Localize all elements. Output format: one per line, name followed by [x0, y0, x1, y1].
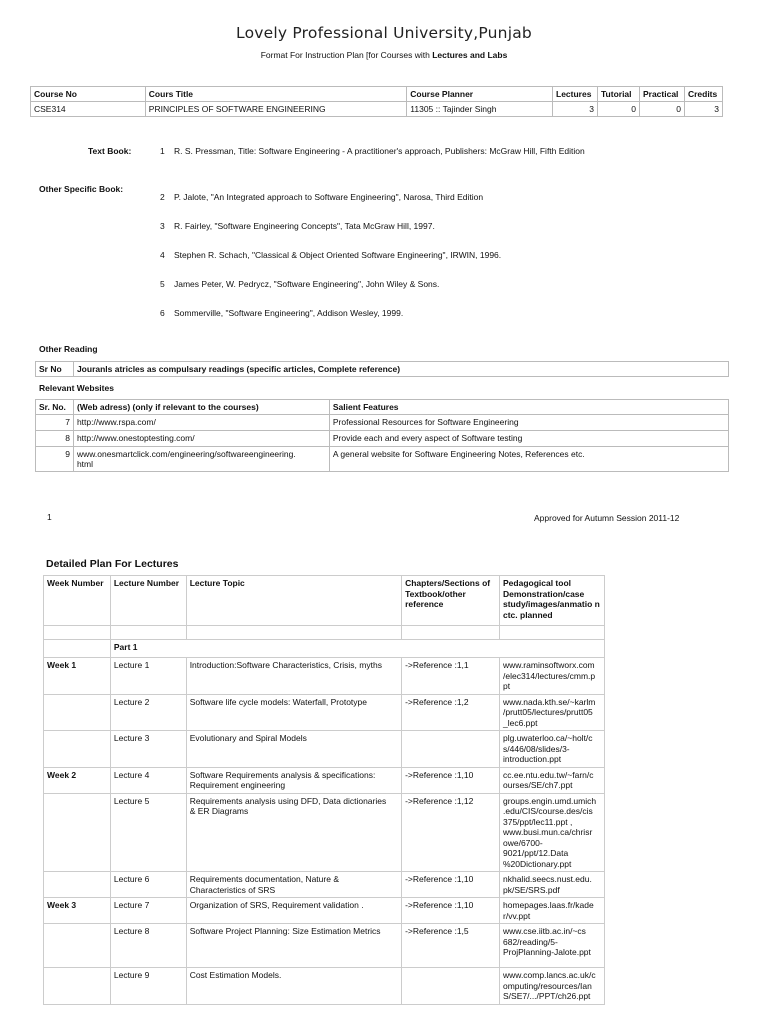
week-label	[44, 694, 111, 731]
pedagogical-tool: www.cse.iitb.ac.in/~cs 682/reading/5- ProjPlanning-Jalote.ppt	[500, 924, 605, 968]
part-label: Part 1	[110, 640, 604, 658]
website-feature: A general website for Software Engineering Notes, References etc.	[329, 447, 728, 472]
course-title: PRINCIPLES OF SOFTWARE ENGINEERING	[145, 102, 406, 117]
lecture-number: Lecture 6	[110, 872, 186, 898]
lecture-reference: ->Reference :1,10	[402, 898, 500, 924]
plan-row	[44, 872, 605, 898]
header-lectures: Lectures	[553, 87, 598, 102]
page-number: 1	[47, 512, 52, 522]
website-feature: Provide each and every aspect of Software testing	[329, 431, 728, 447]
book-text-4: Stephen R. Schach, "Classical & Object Oriented Software Engineering", IRWIN, 1996.	[174, 250, 502, 260]
week-label	[44, 872, 111, 898]
lecture-number: Lecture 2	[110, 694, 186, 731]
subtitle-bold-text: Lectures and Labs	[432, 50, 508, 60]
lecture-topic: Introduction:Software Characteristics, Crisis, myths	[186, 658, 401, 695]
other-reading-header-row	[36, 362, 729, 377]
other-reading-table	[35, 361, 729, 377]
book-num-3: 3	[160, 221, 165, 231]
plan-row	[44, 968, 605, 1005]
websites-table	[35, 399, 729, 472]
header-tutorial: Tutorial	[597, 87, 639, 102]
book-num-5: 5	[160, 279, 165, 289]
pedagogical-tool: cc.ee.ntu.edu.tw/~farn/c ourses/SE/ch7.ppt	[500, 767, 605, 793]
course-no: CSE314	[31, 102, 146, 117]
plan-header-topic: Lecture Topic	[186, 576, 401, 626]
pedagogical-tool: groups.engin.umd.umich .edu/CIS/course.des/cis 375/ppt/lec11.ppt , www.busi.mun.ca/chrisr owe/6700- 9021/ppt/12.Data %20Dictionary.ppt	[500, 793, 605, 872]
lecture-reference: ->Reference :1,10	[402, 767, 500, 793]
website-url[interactable]: http://www.rspa.com/	[73, 415, 329, 431]
plan-header-reference: Chapters/Sections of Textbook/other reference	[402, 576, 500, 626]
text-book-num-1: 1	[160, 146, 165, 156]
plan-row	[44, 694, 605, 731]
website-feature: Professional Resources for Software Engineering	[329, 415, 728, 431]
week-label	[44, 731, 111, 768]
websites-header-row	[36, 400, 729, 415]
lecture-reference: ->Reference :1,5	[402, 924, 500, 968]
header-credits: Credits	[684, 87, 722, 102]
header-practical: Practical	[639, 87, 684, 102]
book-text-3: R. Fairley, "Software Engineering Concepts", Tata McGraw Hill, 1997.	[174, 221, 435, 231]
plan-row	[44, 731, 605, 768]
lecture-reference: ->Reference :1,10	[402, 872, 500, 898]
lecture-number: Lecture 1	[110, 658, 186, 695]
website-sr: 7	[36, 415, 74, 431]
lecture-topic: Evolutionary and Spiral Models	[186, 731, 401, 768]
book-num-6: 6	[160, 308, 165, 318]
lecture-topic: Software Requirements analysis & specifications: Requirement engineering	[186, 767, 401, 793]
part-row	[44, 640, 605, 658]
plan-spacer-row	[44, 626, 605, 640]
websites-header-sr: Sr. No.	[36, 400, 74, 415]
plan-row	[44, 767, 605, 793]
lecture-number: Lecture 4	[110, 767, 186, 793]
plan-header-tool: Pedagogical tool Demonstration/case study/images/anmatio n ctc. planned	[500, 576, 605, 626]
pedagogical-tool: www.comp.lancs.ac.uk/c omputing/resources/Ian S/SE7/.../PPT/ch26.ppt	[500, 968, 605, 1005]
course-planner: 11305 :: Tajinder Singh	[407, 102, 553, 117]
lecture-number: Lecture 3	[110, 731, 186, 768]
reading-header-sr: Sr No	[36, 362, 74, 377]
credits-value: 3	[684, 102, 722, 117]
plan-row	[44, 898, 605, 924]
lectures-value: 3	[553, 102, 598, 117]
text-book-label: Text Book:	[88, 146, 132, 156]
plan-row	[44, 924, 605, 968]
university-title: Lovely Professional University,Punjab	[236, 24, 532, 42]
lecture-reference	[402, 968, 500, 1005]
course-header-row	[31, 87, 723, 102]
plan-header-lecture: Lecture Number	[110, 576, 186, 626]
other-reading-label: Other Reading	[39, 344, 98, 354]
header-course-title: Cours Title	[145, 87, 406, 102]
week-label: Week 1	[44, 658, 111, 695]
pedagogical-tool: www.raminsoftworx.com /elec314/lectures/cmm.p pt	[500, 658, 605, 695]
header-course-no: Course No	[31, 87, 146, 102]
website-sr: 8	[36, 431, 74, 447]
lecture-plan-table	[43, 575, 605, 1005]
practical-value: 0	[639, 102, 684, 117]
pedagogical-tool: plg.uwaterloo.ca/~holt/c s/446/08/slides/3- introduction.ppt	[500, 731, 605, 768]
text-book-text-1: R. S. Pressman, Title: Software Engineering - A practitioner's approach, Publishers: McGraw Hill, Fifth Edition	[174, 146, 585, 156]
plan-row	[44, 793, 605, 872]
course-table	[30, 86, 723, 117]
lecture-topic: Software life cycle models: Waterfall, Prototype	[186, 694, 401, 731]
book-text-2: P. Jalote, "An Integrated approach to Software Engineering", Narosa, Third Edition	[174, 192, 484, 202]
lecture-reference: ->Reference :1,12	[402, 793, 500, 872]
website-url[interactable]: www.onesmartclick.com/engineering/softwareengineering. html	[73, 447, 329, 472]
week-label	[44, 968, 111, 1005]
plan-header-row	[44, 576, 605, 626]
lecture-reference: ->Reference :1,1	[402, 658, 500, 695]
website-sr: 9	[36, 447, 74, 472]
lecture-reference	[402, 731, 500, 768]
week-label	[44, 793, 111, 872]
lecture-topic: Software Project Planning: Size Estimation Metrics	[186, 924, 401, 968]
plan-title: Detailed Plan For Lectures	[46, 558, 179, 570]
lecture-number: Lecture 5	[110, 793, 186, 872]
website-row	[36, 447, 729, 472]
pedagogical-tool: homepages.laas.fr/kade r/vv.ppt	[500, 898, 605, 924]
websites-label: Relevant Websites	[39, 383, 114, 393]
websites-header-features: Salient Features	[329, 400, 728, 415]
plan-row	[44, 658, 605, 695]
subtitle-text: Format For Instruction Plan [for Courses with	[260, 50, 433, 60]
lecture-topic: Requirements documentation, Nature & Characteristics of SRS	[186, 872, 401, 898]
lecture-number: Lecture 9	[110, 968, 186, 1005]
website-row	[36, 431, 729, 447]
book-num-2: 2	[160, 192, 165, 202]
reading-header-journals: Jouranls atricles as compulsary readings (specific articles, Complete reference)	[73, 362, 728, 377]
book-num-4: 4	[160, 250, 165, 260]
pedagogical-tool: nkhalid.seecs.nust.edu. pk/SE/SRS.pdf	[500, 872, 605, 898]
tutorial-value: 0	[597, 102, 639, 117]
course-data-row	[31, 102, 723, 117]
website-row	[36, 415, 729, 431]
format-subtitle	[0, 50, 768, 60]
lecture-number: Lecture 8	[110, 924, 186, 968]
week-label	[44, 924, 111, 968]
lecture-topic: Organization of SRS, Requirement validation .	[186, 898, 401, 924]
approved-session: Approved for Autumn Session 2011-12	[534, 513, 680, 523]
book-text-6: Sommerville, "Software Engineering", Addison Wesley, 1999.	[174, 308, 404, 318]
lecture-number: Lecture 7	[110, 898, 186, 924]
other-books-label: Other Specific Book:	[39, 184, 124, 194]
lecture-topic: Requirements analysis using DFD, Data dictionaries & ER Diagrams	[186, 793, 401, 872]
website-url[interactable]: http://www.onestoptesting.com/	[73, 431, 329, 447]
lecture-reference: ->Reference :1,2	[402, 694, 500, 731]
lecture-topic: Cost Estimation Models.	[186, 968, 401, 1005]
header-course-planner: Course Planner	[407, 87, 553, 102]
plan-header-week: Week Number	[44, 576, 111, 626]
pedagogical-tool: www.nada.kth.se/~karlm /prutt05/lectures/prutt05 _lec6.ppt	[500, 694, 605, 731]
websites-header-url: (Web adress) (only if relevant to the courses)	[73, 400, 329, 415]
week-label: Week 2	[44, 767, 111, 793]
book-text-5: James Peter, W. Pedrycz, "Software Engineering", John Wiley & Sons.	[174, 279, 440, 289]
week-label: Week 3	[44, 898, 111, 924]
